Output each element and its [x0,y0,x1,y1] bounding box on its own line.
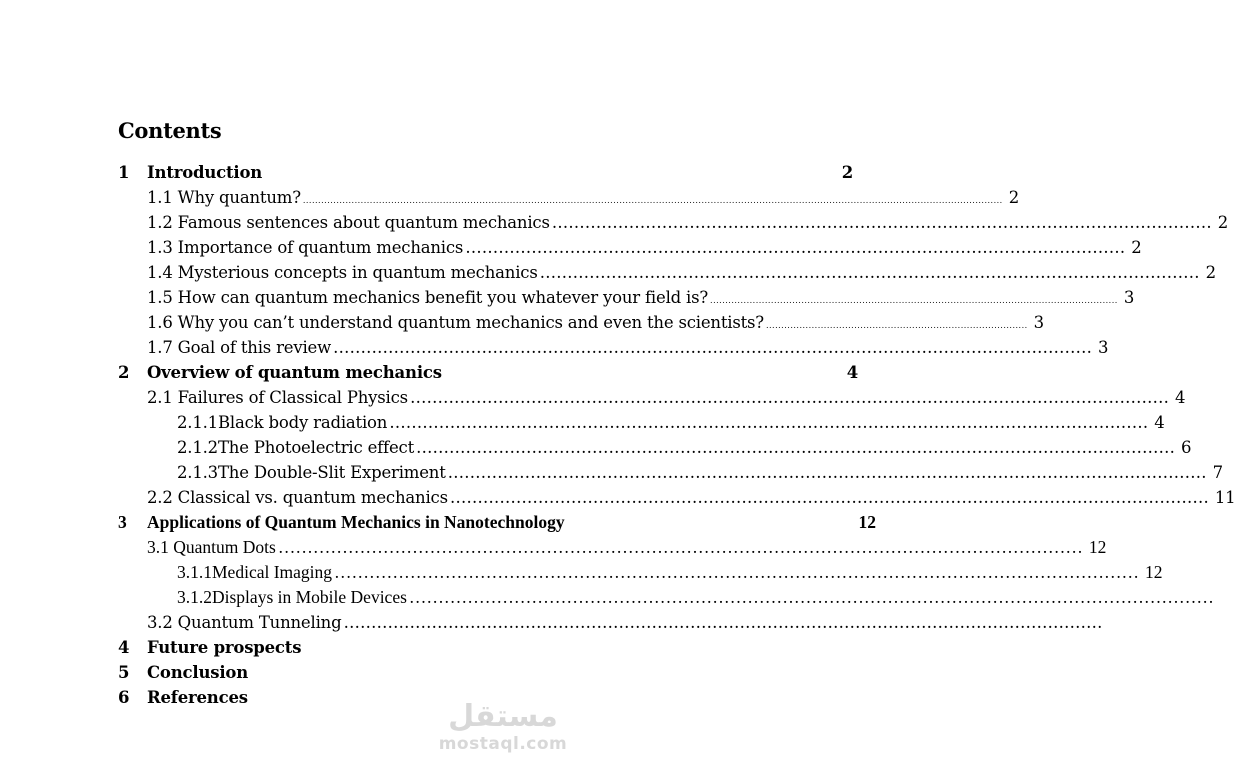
toc-leader: ………………………………………………………………………………………………………………………… [449,488,1209,507]
toc-entry [177,585,1214,610]
toc-number: 3 [118,512,127,532]
toc-leader: ………………………………………………………………………………………………………………………… [333,338,1093,357]
toc-number: 2.1.3 [177,463,218,482]
toc-label: 1.7 Goal of this review [147,338,332,357]
toc-entry [147,335,1109,360]
toc-entry [147,385,1186,410]
toc-label: Conclusion [147,663,249,682]
toc-leader: ………………………………………………………………………………………………………………………… [334,562,1140,582]
toc-leader: ………………………………………………………………………………………………………………………… [416,438,1175,457]
toc-leader: ...................................................................................... [765,321,1028,330]
toc-entry [118,660,518,685]
toc-leader: ………………………………………………………………………………………………………………………… [408,587,1214,607]
toc-label: Medical Imaging [212,562,333,582]
toc-heading: Contents [118,118,222,143]
toc-number: 6 [118,688,130,707]
toc-number: 2 [118,363,130,382]
toc-label: 2.1 Failures of Classical Physics [147,388,408,407]
toc-entry [147,235,1142,260]
toc-number: 1 [118,163,130,182]
watermark-logo: مستقل [448,699,558,734]
toc-page: 4 [1154,413,1165,432]
toc-label: References [147,688,248,707]
toc-label: 1.1 Why quantum? [147,188,301,207]
toc-page: 3 [1098,338,1109,357]
toc-page: 4 [1174,388,1186,407]
toc-label: Displays in Mobile Devices [212,587,407,607]
toc-page: 2 [1131,238,1142,257]
toc-page: 12 [1145,562,1163,582]
toc-label: The Double-Slit Experiment [217,463,446,482]
toc-page: 12 [858,512,876,532]
toc-number: 2.1.1 [177,413,218,432]
toc-page: 4 [846,363,858,382]
toc-entry [147,285,1135,310]
toc-leader: ………………………………………………………………………………………………………… [539,263,1200,282]
toc-number: 3.1.2 [177,587,212,607]
toc-label: 3.1 Quantum Dots [147,537,276,557]
toc-number: 2.1.2 [177,438,218,457]
toc-entry [147,210,1229,235]
toc-leader: ………………………………………………………………………………………………………… [551,213,1212,232]
toc-page: 3 [1033,313,1044,332]
toc-label: 1.5 How can quantum mechanics benefit you whatever your field is? [147,288,709,307]
toc-leader: ...................................................................................................................................... [710,296,1118,305]
toc-entry [147,485,1235,510]
toc-entry [177,410,1165,435]
toc-entry [177,460,1223,485]
toc-leader: ...................................................................................................................................................................................................................................... [302,196,1003,205]
toc-label: The Photoelectric effect [217,438,414,457]
toc-page: 12 [1088,537,1107,557]
toc-entry [147,310,1044,335]
watermark [438,700,568,754]
toc-entry [118,510,876,535]
toc-label: 2.2 Classical vs. quantum mechanics [147,488,448,507]
watermark-domain: mostaql.com [438,734,568,754]
toc-entry [177,560,1163,585]
toc-label: Applications of Quantum Mechanics in Nanotechnology [147,512,565,532]
toc-label: 1.4 Mysterious concepts in quantum mechanics [147,263,538,282]
toc-label: Black body radiation [217,413,388,432]
toc-page: 2 [1008,188,1020,207]
toc-leader: ………………………………………………………………………………………………………………………… [409,388,1169,407]
toc-label: 1.6 Why you can’t understand quantum mechanics and even the scientists? [147,313,764,332]
toc-label: Introduction [147,163,263,182]
toc-entry [147,260,1216,285]
toc-entry [147,610,1103,635]
toc-number: 3.1.1 [177,562,212,582]
toc-label: 1.3 Importance of quantum mechanics [147,238,464,257]
toc-entry [147,185,1020,210]
toc-leader: ………………………………………………………………………………………………………………………… [389,413,1149,432]
toc-page: 6 [1181,438,1192,457]
toc-leader: ………………………………………………………………………………………………………………………… [343,613,1103,632]
toc-label: Future prospects [147,638,302,657]
toc-number: 5 [118,663,130,682]
toc-leader: ………………………………………………………………………………………………………………………… [277,537,1083,557]
toc-entry [118,360,858,385]
toc-leader: ………………………………………………………………………………………………………………………… [447,463,1207,482]
toc-page: 2 [1217,213,1229,232]
toc-leader: ………………………………………………………………………………………………………… [465,238,1126,257]
toc-page: 7 [1212,463,1223,482]
toc-label: 3.2 Quantum Tunneling [147,613,342,632]
toc-page: 11 [1214,488,1235,507]
toc-entry [177,435,1192,460]
toc-page: 3 [1123,288,1135,307]
toc-number: 4 [118,638,130,657]
toc-entry [118,635,518,660]
toc-entry [147,535,1107,560]
toc-label: Overview of quantum mechanics [147,363,442,382]
toc-entry [118,160,853,185]
toc-label: 1.2 Famous sentences about quantum mechanics [147,213,550,232]
toc-page: 2 [841,163,853,182]
toc-page: 2 [1205,263,1216,282]
